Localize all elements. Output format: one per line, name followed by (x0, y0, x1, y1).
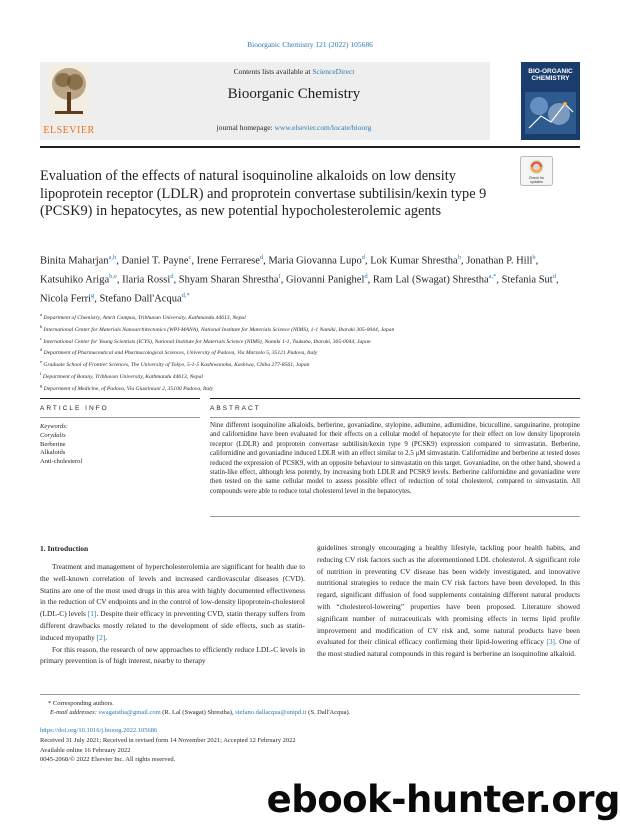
keywords-label: Keywords: (40, 423, 68, 430)
author-affiliation-marker[interactable]: d,* (181, 292, 190, 299)
abstract-rule-bottom (210, 516, 580, 517)
affiliation-marker: a (40, 312, 42, 317)
corresponding-authors: * Corresponding authors. (48, 700, 114, 707)
author-name[interactable]: Ram Lal (Swagat) Shrestha (372, 274, 489, 286)
article-info-heading: ARTICLE INFO (40, 405, 109, 412)
affiliation-marker: g (40, 382, 43, 388)
affiliation-item (40, 346, 580, 358)
abstract-heading: ABSTRACT (210, 405, 261, 412)
author-name[interactable]: Jonathan P. Hill (466, 255, 533, 267)
affiliation-item (40, 335, 580, 347)
journal-reference[interactable]: Bioorganic Chemistry 121 (2022) 105686 (247, 40, 373, 49)
author-name[interactable]: Maria Giovanna Lupo (268, 255, 362, 267)
author-affiliation-marker[interactable]: d (170, 273, 174, 280)
intro-paragraph-2: For this reason, the research of new approaches to efficiently reduce LDL-C levels in primary prevention is of high interest, nearby to therapy (40, 644, 305, 666)
author-list: Binita Maharjan$^{a,b}$, Daniel T. Payne$^c$, Irene Ferrarese$^d$, Maria Giovanna Lupo$^d$, Lok Kumar Shrestha$^b$, Jonathan P. Hill$^b$, Katsuhiko Ariga$^{b,e}$, Ilaria Rossi$^d$, Shyam Sharan Shrestha$^f$, Giovanni Panighel$^d$, Ram Lal (Swagat) Shrestha$^{a,*}$, Stefania Sut$^d$, Nicola Ferri$^g$, Stefano Dall'Acqua$^{d,*}$ (40, 254, 559, 305)
keyword-item: Anti-cholesterol (40, 458, 83, 466)
intro-text: guidelines strongly encouraging a healthy lifestyle, tackling poor health habits, and reducing CV risk factors such as the aforementioned LDL cholesterol. A significant role of nutrition in preventing CV disease has been widely investigated, and innovative nutritional strategies to reduce the main CV risk factors have been developed. In this regard, significant diffusion of food supplements containing different natural products with “cholesterol-lowering” properties have been proposed. Literature showed significant number of nutraceuticals with promising effects in terms lipid profile improvement and modification of CV risk and, some natural products have been evaluated for their clinical efficacy confirming their lipid-lowering efficacy (317, 543, 580, 647)
author-affiliation-marker[interactable]: a,* (488, 273, 497, 280)
intro-text: . Despite their efficacy in preventing CVD, statin therapy suffers from different drawbacks mostly related to the development of side effects, such as statin-induced myopathy (40, 609, 305, 642)
body-column-right (317, 542, 580, 660)
elsevier-tree-icon (49, 64, 89, 118)
email-link[interactable]: swagatstha@gmail.com (98, 709, 161, 716)
svg-text:updates: updates (530, 180, 543, 184)
received-dates: Received 31 July 2021; Received in revised form 14 November 2021; Accepted 12 February 2022 (40, 736, 296, 744)
keyword-item: Corydalis (40, 431, 66, 439)
available-online: Available online 16 February 2022 (40, 746, 131, 754)
header-rule (40, 146, 580, 148)
author-name[interactable]: Daniel T. Payne (121, 255, 189, 267)
author-affiliation-marker[interactable]: d (361, 254, 365, 261)
author-name[interactable]: Stefania Sut (501, 274, 553, 286)
author-name[interactable]: Irene Ferrarese (196, 255, 260, 267)
sciencedirect-link[interactable]: ScienceDirect (312, 67, 355, 76)
homepage-prefix: journal homepage: (216, 123, 275, 132)
cover-art-graphic (525, 92, 576, 134)
journal-cover-image[interactable] (521, 62, 580, 140)
contents-prefix: Contents lists available at (233, 67, 313, 76)
affiliation-text: International Center for Materials Nanoarchitectonics (WPI-MANA), National Institute for Materials Science (NIMS), 1-1 Namiki, Ibaraki 305-0044, Japan (43, 326, 395, 333)
abstract-rule-top (210, 398, 580, 399)
footnote-rule (40, 694, 580, 695)
author-name[interactable]: Katsuhiko Ariga (40, 274, 110, 286)
corresponding-footnote (40, 699, 580, 717)
publication-info (40, 726, 580, 765)
author-name[interactable]: Ilaria Rossi (122, 274, 171, 286)
affiliation-text: International Center for Young Scientists (ICYS), National Institute for Materials Science (NIMS), Namiki 1-1, Tsukuba, Ibaraki, 305-0044, Japan (43, 338, 371, 345)
abstract-rule (210, 417, 580, 418)
email-link[interactable]: stefano.dallacqua@unipd.it (235, 709, 307, 716)
article-title: Evaluation of the effects of natural isoquinoline alkaloids on low density lipoprotein receptor (LDLR) and proprotein convertase subtilisin/kexin type 9 (PCSK9) in hepatocytes, as new potential hypocholesterolemic agents (40, 168, 487, 219)
keyword-item: Alkaloids (40, 449, 66, 457)
check-for-updates-button[interactable] (520, 156, 553, 186)
affiliation-item (40, 370, 580, 382)
corresponding-label: Corresponding authors. (52, 700, 114, 707)
check-updates-icon (520, 156, 553, 186)
email-owner: (R. Lal (Swagat) Shrestha), (160, 709, 236, 716)
article-info-rule-top (40, 398, 200, 399)
author-affiliation-marker[interactable]: f (278, 273, 281, 280)
citation-link[interactable]: [2] (96, 632, 106, 642)
author-affiliation-marker[interactable]: d (552, 273, 556, 280)
affiliation-text: Department of Chemistry, Amrit Campus, Tribhuvan University, Kathmandu 44613, Nepal (43, 314, 246, 321)
affiliation-marker: e (40, 359, 42, 365)
author-name[interactable]: Giovanni Panighel (285, 274, 365, 286)
affiliation-item (40, 382, 580, 394)
author-name[interactable]: Binita Maharjan (40, 255, 109, 267)
citation-link[interactable]: [1] (87, 609, 97, 619)
affiliation-text: Department of Botany, Tribhuvan University, Kathmandu 44613, Nepal (42, 373, 203, 380)
contents-line (98, 67, 490, 76)
intro-paragraph-3 (317, 542, 580, 660)
author-affiliation-marker[interactable]: b (457, 254, 461, 261)
affiliation-marker: d (40, 347, 43, 353)
email-label: E-mail addresses: (50, 709, 99, 716)
citation-link[interactable]: [3] (546, 637, 555, 647)
affiliation-marker: b (40, 323, 43, 329)
svg-text:Check for: Check for (528, 176, 545, 180)
body-column-left (40, 561, 305, 667)
author-affiliation-marker[interactable]: c (188, 254, 192, 261)
journal-name: Bioorganic Chemistry (227, 86, 361, 102)
author-affiliation-marker[interactable]: d (259, 254, 264, 261)
intro-paragraph-1 (40, 561, 305, 644)
author-affiliation-marker[interactable]: b,e (109, 273, 117, 280)
elsevier-logo[interactable] (40, 62, 98, 140)
author-name[interactable]: Lok Kumar Shrestha (370, 255, 458, 267)
cover-title: BIO-ORGANIC CHEMISTRY (528, 68, 573, 82)
email-line (50, 708, 580, 717)
author-affiliation-marker[interactable]: d (364, 273, 368, 280)
keywords-block (40, 423, 190, 467)
elsevier-wordmark: ELSEVIER (43, 125, 95, 136)
doi-link[interactable]: https://doi.org/10.1016/j.bioorg.2022.105686 (40, 727, 158, 734)
author-name[interactable]: Shyam Sharan Shrestha (178, 274, 279, 286)
intro-text: Treatment and management of hypercholesterolemia are significant for health due to the well-known correlation of levels and increased cardiovascular diseases (CVD). Statins are one of the most used drugs in this area with highly documented effectiveness in the reduction of CV endpoints and in the control of low-density lipoprotein-cholesterol (LDL-C) levels (40, 562, 305, 619)
article-info-rule (40, 417, 200, 418)
intro-text: . One of the most studied natural compounds in this regard is berberine an isoquinoline alkaloid. (317, 637, 580, 659)
watermark-text: ebook-hunter.org (266, 778, 620, 821)
affiliation-text: Department of Pharmaceutical and Pharmacological Sciences, University of Padova, Via Marzolo 5, 35121 Padova, Italy (43, 350, 318, 357)
email-owner: (S. Dall'Acqua). (306, 709, 351, 716)
affiliation-marker: c (40, 335, 42, 341)
author-affiliation-marker[interactable]: b (532, 254, 536, 261)
author-name[interactable]: Stefano Dall'Acqua (99, 293, 182, 305)
affiliation-marker: f (40, 370, 42, 376)
copyright-line: 0045-2068/© 2022 Elsevier Inc. All rights reserved. (40, 756, 176, 764)
affiliation-list (40, 311, 580, 393)
author-name[interactable]: Nicola Ferri (40, 293, 92, 305)
affiliation-item (40, 358, 580, 370)
affiliation-text: Department of Medicine, of Padova, Via Giustiniani 2, 35100 Padova, Italy (43, 385, 214, 392)
affiliation-item (40, 311, 580, 323)
homepage-link[interactable]: www.elsevier.com/locate/bioorg (274, 123, 372, 132)
author-affiliation-marker[interactable]: g (91, 292, 95, 299)
keyword-item: Berberine (40, 440, 66, 448)
homepage-line (98, 123, 490, 132)
affiliation-text: Graduate School of Frontier Sciences, The University of Tokyo, 5-1-5 Kashiwanoha, Kashiwa, Chiba 277-8561, Japan (43, 361, 310, 368)
abstract-text: Nine different isoquinoline alkaloids, berberine, govaniadine, stylopine, adlumine, adlumidine, bicuculline, sanguinarine, protopine and californidine have been evaluated for their effects on a cellular model of hepatocyte for their effect on low density lipoprotein receptor (LDLR) and proprotein convertase subtilisin/kexin type 9 (PCSK9) expression compared to simvastatin. Berberine, californidine and govaniadine induced LDLR with an effect similar to 2.5 μM simvastatin. Californidine and berberine at tested doses reduced the expression of PCSK9, with an opposite behaviour to simvastatin on this target. Govaniadine, on the other hand, showed a statin-like effect, although less potently, by increasing both LDLR and PCSK9 levels. Berberine californidine and govaniadine were then tested on the same cellular model to assess possible effect of reduction of total cholesterol, compared to simvastatin. All compounds were able to reduce total cholesterol level in the hepatocytes. (210, 422, 580, 495)
section-heading-introduction: 1. Introduction (40, 544, 89, 553)
affiliation-item (40, 323, 580, 335)
author-affiliation-marker[interactable]: a,b (108, 254, 117, 261)
intro-text: . (105, 632, 108, 642)
